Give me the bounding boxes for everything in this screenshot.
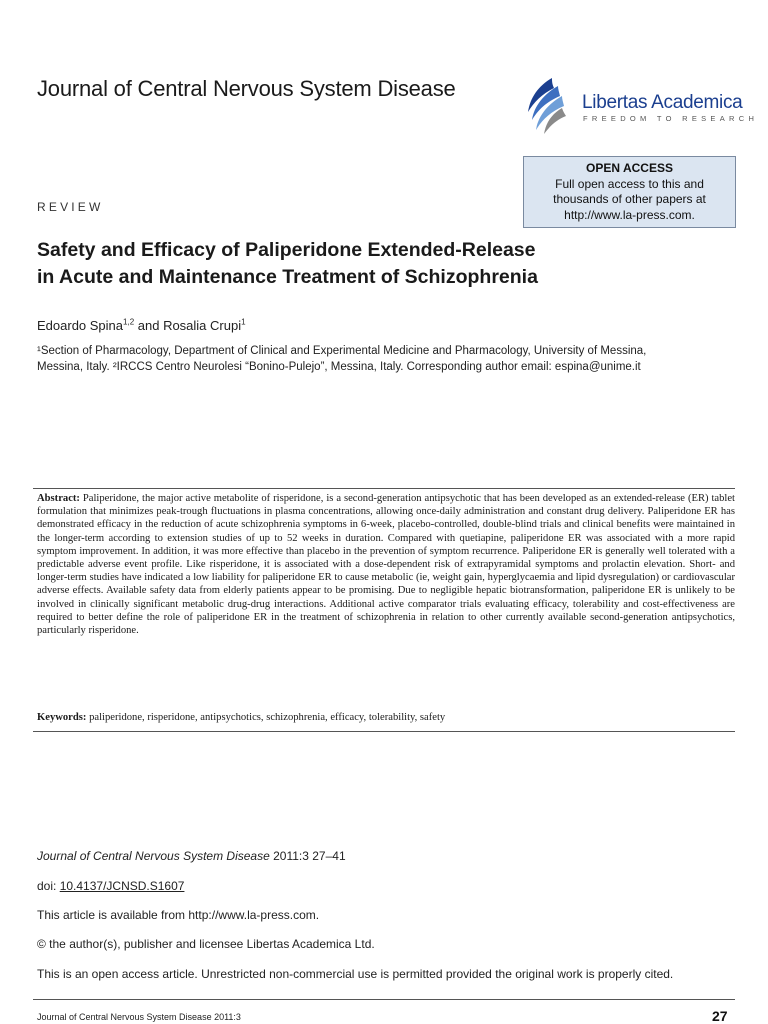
citation-volume: 2011:3 27–41	[269, 849, 346, 863]
open-access-line: thousands of other papers at	[553, 192, 706, 206]
author-name: Rosalia Crupi	[163, 318, 242, 333]
doi-label: doi:	[37, 879, 60, 893]
footer-rule	[33, 999, 735, 1000]
doi-link[interactable]: 10.4137/JCNSD.S1607	[59, 879, 185, 893]
keywords	[37, 711, 735, 724]
availability-note: This article is available from http://www.la-press.com.	[37, 908, 320, 922]
title-line: in Acute and Maintenance Treatment of Schizophrenia	[37, 266, 538, 288]
open-access-line: Full open access to this and	[555, 176, 704, 191]
affiliation-line: ¹Section of Pharmacology, Department of Clinical and Experimental Medicine and Pharmacology, University of Messina,	[37, 345, 647, 357]
keywords-text: paliperidone, risperidone, antipsychotics, schizophrenia, efficacy, tolerability, safety	[86, 712, 446, 723]
logo-tagline: FREEDOM TO RESEARCH	[583, 114, 759, 123]
running-footer: Journal of Central Nervous System Disease 2011:3	[37, 1012, 241, 1022]
open-access-box	[523, 156, 736, 228]
open-access-heading: OPEN ACCESS	[586, 161, 673, 175]
citation	[37, 849, 346, 863]
title-line: Safety and Efficacy of Paliperidone Extended-Release	[37, 239, 536, 261]
author-affiliation-mark: 1,2	[123, 317, 135, 327]
page-number: 27	[712, 1008, 728, 1024]
open-access-link[interactable]: http://www.la-press.com.	[564, 207, 695, 222]
open-access-note: This is an open access article. Unrestricted non-commercial use is permitted provided the original work is properly cited.	[37, 967, 674, 981]
section-label: REVIEW	[37, 200, 104, 214]
logo-name: Libertas Academica	[582, 92, 743, 113]
abstract-label: Abstract:	[37, 493, 80, 504]
abstract-text: Paliperidone, the major active metabolite of risperidone, is a second-generation antipsychotic that has been developed as an extended-release (ER) tablet formulation that minimizes peak-trough fluctuations in plasma concentrations, allowing once-daily administration and constant drug delivery. Paliperidone ER has demonstrated efficacy in the reduction of acute schizophrenia symptoms in 6-week, placebo-controlled, double-blind trials and clinical benefits were maintained in the longer-term according to extension studies of up to 52 weeks in duration. Compared with quetiapine, paliperidone ER was associated with a more rapid symptom improvement. In addition, it was more effective than placebo in the prevention of symptom recurrence. Paliperidone ER is generally well tolerated with a predictable adverse event profile. Like risperidone, it is associated with a dose-dependent risk of extrapyramidal symptoms and prolactin elevation. Short- and longer-term studies have indicated a low liability for paliperidone ER to cause metabolic (ie, weight gain, hyperglycaemia and lipid dysregulation) or cardiovascular adverse effects. Available safety data from elderly patients appear to be promising. Due to negligible hepatic biotransformation, paliperidone ER is unlikely to be involved in clinically significant metabolic drug-drug interactions. Additional active comparator trials evaluating efficacy, tolerability and cost-effectiveness are required to better define the role of paliperidone ER in the treatment of schizophrenia in relation to other currently available second-generation antipsychotics, particularly risperidone.	[37, 493, 735, 637]
affiliations	[37, 343, 737, 375]
keywords-label: Keywords:	[37, 712, 87, 723]
publisher-logo	[524, 76, 759, 138]
affiliation-line: Messina, Italy. ²IRCCS Centro Neurolesi “Bonino-Pulejo”, Messina, Italy. Corresponding author email: espina@unime.it	[37, 361, 641, 373]
doi	[37, 879, 184, 893]
abstract	[37, 492, 735, 637]
author-separator: and	[134, 318, 164, 333]
citation-journal: Journal of Central Nervous System Disease	[37, 849, 270, 863]
libertas-logo-icon	[524, 76, 580, 138]
journal-title: Journal of Central Nervous System Disease	[37, 76, 456, 101]
authors	[37, 318, 246, 333]
author-name: Edoardo Spina	[37, 318, 124, 333]
abstract-bottom-rule	[33, 731, 735, 732]
copyright-note: © the author(s), publisher and licensee Libertas Academica Ltd.	[37, 937, 375, 951]
author-affiliation-mark: 1	[241, 317, 246, 327]
article-title	[37, 237, 697, 291]
abstract-top-rule	[33, 488, 735, 489]
